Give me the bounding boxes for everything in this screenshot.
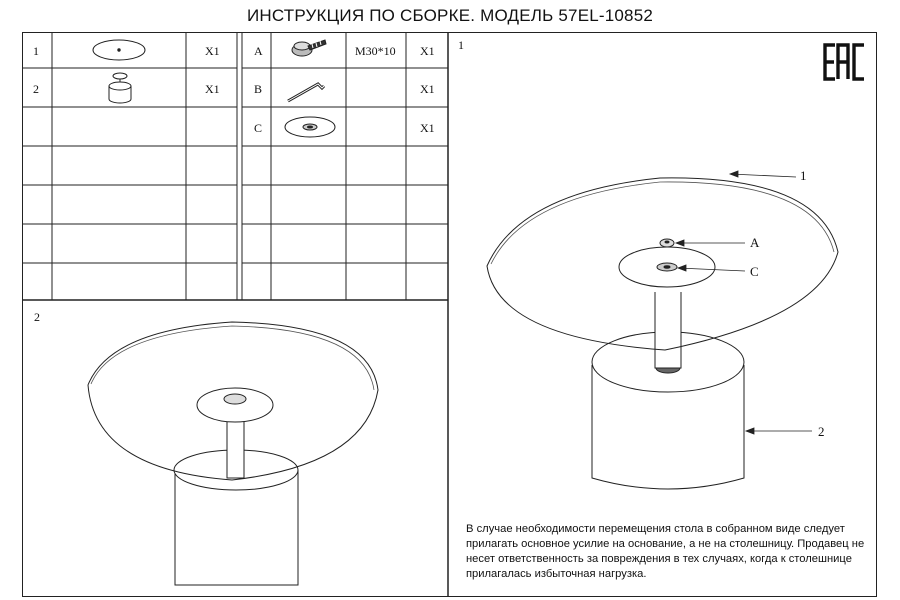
eac-logo-icon: [822, 42, 868, 82]
part-b-letter: B: [254, 82, 263, 96]
part-b-qty: X1: [420, 82, 435, 96]
washer-icon: [285, 117, 335, 137]
callout-base-label: 2: [818, 424, 825, 439]
part-1-qty: X1: [205, 44, 220, 58]
step1-exploded-view: [487, 178, 838, 489]
base-icon: [109, 73, 131, 103]
step1-number: 1: [458, 38, 464, 52]
part-a-letter: A: [254, 44, 263, 58]
part-a-spec: M30*10: [355, 44, 396, 58]
callout-tabletop-label: 1: [800, 168, 807, 183]
hex-key-icon: [288, 84, 324, 101]
bolt-icon: [292, 40, 326, 56]
callout-plate-label: C: [750, 264, 759, 279]
part-2-qty: X1: [205, 82, 220, 96]
part-c-qty: X1: [420, 121, 435, 135]
callout-bolt-label: A: [750, 235, 760, 250]
tabletop-icon: [93, 40, 145, 60]
part-a-qty: X1: [420, 44, 435, 58]
step2-assembled-table: [88, 322, 378, 585]
step2-number: 2: [34, 310, 40, 324]
part-2-number: 2: [33, 82, 39, 96]
part-c-letter: C: [254, 121, 263, 135]
eac-certification-mark: [822, 42, 868, 82]
handling-note: В случае необходимости перемещения стола в собранном виде следует прилагать основное усилие на основание, а не на столешницу. Продавец не несет ответственность за повреждения в тех случаях, когда к столешнице прилагалась избыточная нагрузка.: [466, 523, 865, 580]
page-title: ИНСТРУКЦИЯ ПО СБОРКЕ. МОДЕЛЬ 57EL-10852: [246, 6, 654, 25]
part-1-number: 1: [33, 44, 39, 58]
